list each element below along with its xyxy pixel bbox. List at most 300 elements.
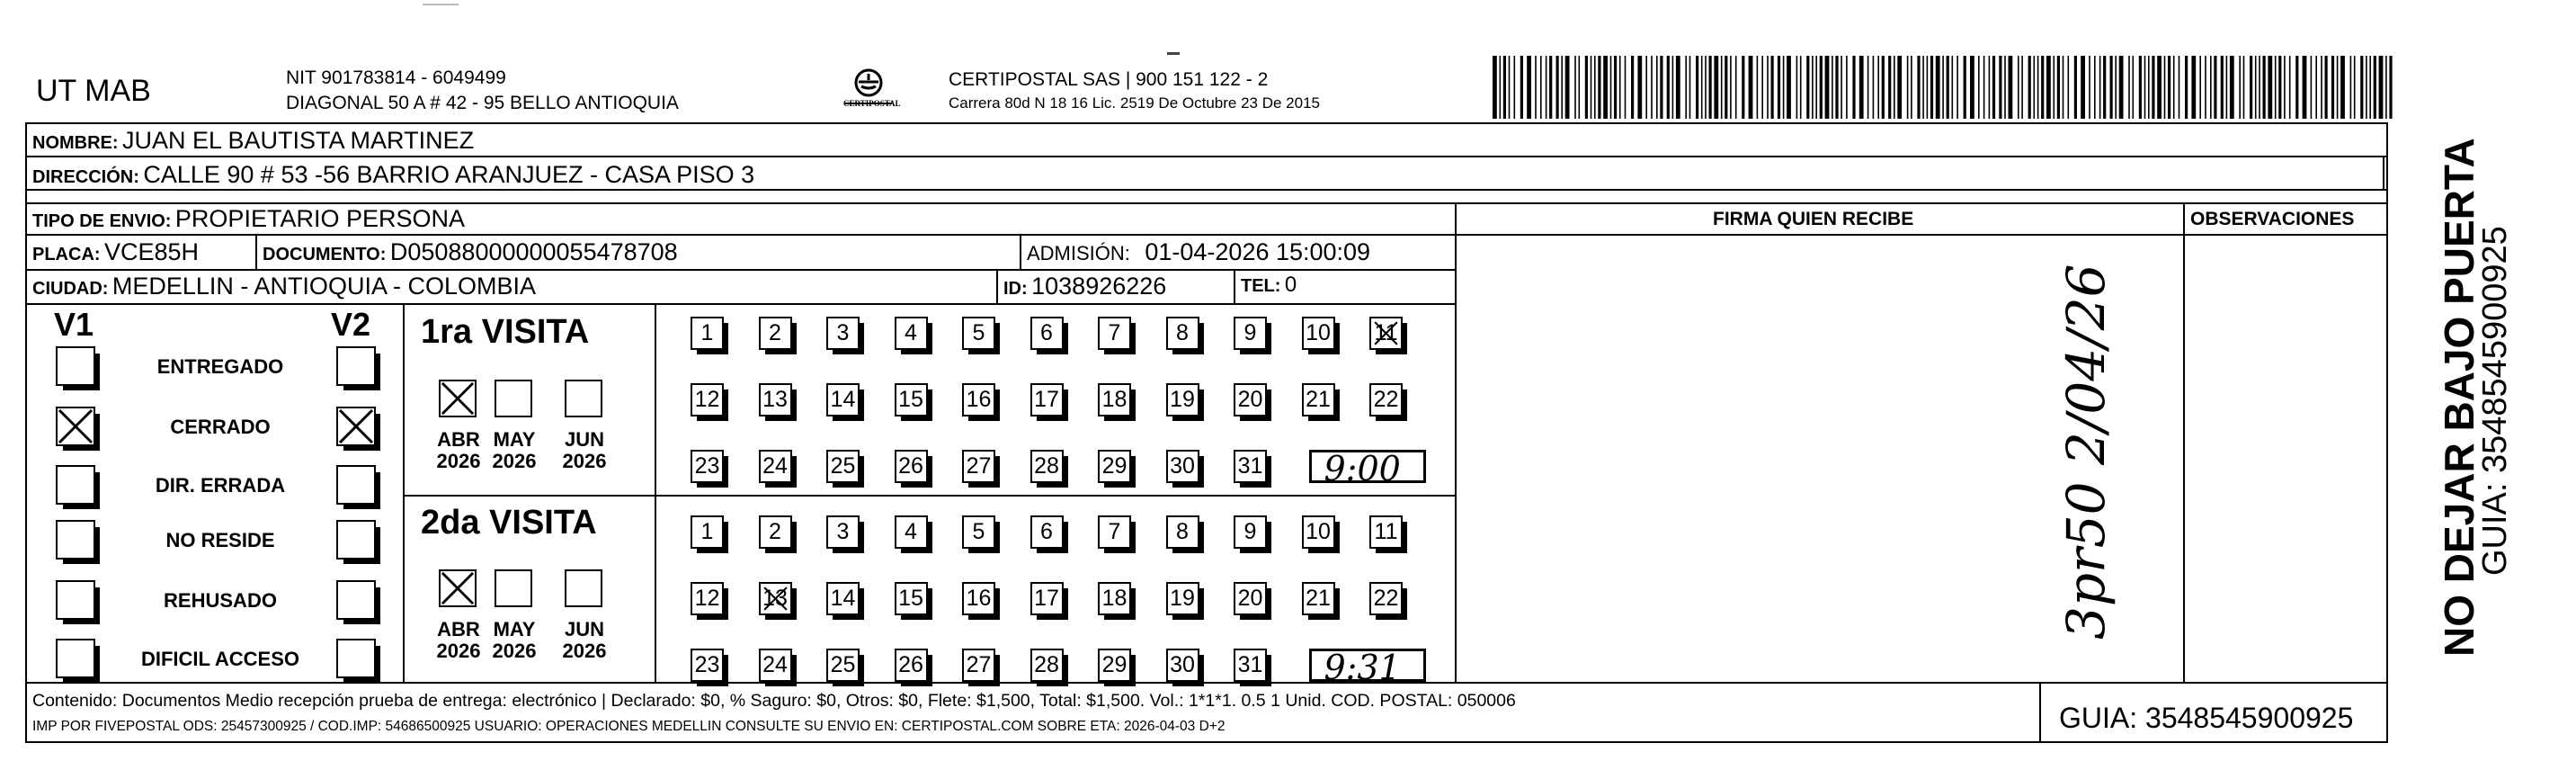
barcode-bar [2230,56,2234,119]
barcode-bar [1832,56,1833,119]
status-v2-checkbox[interactable] [336,520,376,560]
day-number: 4 [905,519,917,544]
barcode-bar [1796,56,1798,119]
barcode-bar [1989,56,1991,119]
day-box[interactable] [826,515,860,549]
day-number: 8 [1176,320,1189,345]
visit-time-value: 9:00 [1324,449,1401,488]
barcode-bar [2278,56,2281,119]
day-box[interactable] [1302,383,1335,416]
barcode-bar [1585,56,1588,119]
visit-time-box[interactable] [1309,449,1426,488]
day-number: 23 [694,652,720,677]
day-box[interactable] [1234,649,1267,682]
barcode-bar [1696,56,1698,119]
day-box[interactable] [691,515,724,549]
barcode-bar [1672,56,1674,119]
barcode-bar [2037,56,2039,119]
day-box[interactable] [895,515,928,549]
tel-row [1241,274,1297,296]
barcode-bar [2354,56,2356,119]
scan-mark [1167,52,1180,55]
day-box[interactable] [826,317,860,350]
day-box[interactable] [962,649,995,682]
side-warning: NO DEJAR BAJO PUERTA [2436,138,2482,657]
barcode-bar [1749,56,1753,119]
barcode-bar [1667,56,1670,119]
barcode-bar [2081,56,2085,119]
day-box[interactable] [895,317,928,350]
barcode-bar [1660,56,1662,119]
barcode-bar [1877,56,1879,119]
placa-label: PLACA: [32,245,101,264]
day-box[interactable] [759,582,792,615]
day-box[interactable] [1234,383,1267,416]
placa-row [32,240,199,264]
barcode-bar [1761,56,1763,119]
day-number: 1 [700,519,714,544]
day-number: 21 [1306,586,1331,611]
day-box[interactable] [1098,582,1131,615]
day-box[interactable] [895,649,928,682]
day-box[interactable] [1030,317,1064,350]
barcode-bar [1549,56,1552,119]
certipostal-line2: Carrera 80d N 18 16 Lic. 2519 De Octubre 23 De 2015 [949,94,1320,112]
barcode-bar [2094,56,2096,119]
status-v2-checkbox[interactable] [336,407,376,446]
day-number: 29 [1101,453,1128,479]
month-checkbox[interactable] [495,380,532,417]
barcode-bar [1771,56,1774,119]
barcode-bar [1705,56,1707,119]
day-box[interactable] [1030,383,1064,416]
day-number: 14 [830,387,856,412]
day-number: 26 [898,453,923,479]
day-number: 3 [836,519,850,544]
barcode-bar [1999,56,2001,119]
certipostal-logo-icon [834,67,903,117]
day-box[interactable] [759,515,792,549]
month-label: MAY 2026 [492,428,537,473]
admision-row [1027,240,1370,264]
barcode-bar [2185,56,2188,119]
barcode-bar [2128,56,2130,119]
footer-guia-box: GUIA: 3548545900925 [2059,702,2354,734]
month-checkbox[interactable] [565,380,602,417]
day-box[interactable] [962,582,995,615]
day-box[interactable] [759,649,792,682]
admision-value: 01-04-2026 15:00:09 [1145,238,1371,265]
barcode-bar [1637,56,1642,119]
address-label: DIRECCIÓN: [32,167,139,187]
barcode-bar [1911,56,1912,119]
barcode-bar [1820,56,1823,119]
barcode-bar [1964,56,1966,119]
tipo-value: PROPIETARIO PERSONA [174,205,465,232]
visit2-title: 2da VISITA [421,504,597,542]
day-number: 24 [762,453,788,479]
visit-time-value: 9:31 [1324,648,1401,687]
barcode-bar [2004,56,2006,119]
month-checkbox[interactable] [439,380,477,417]
barcode-bar [2210,56,2212,119]
day-number: 11 [1374,519,1398,544]
barcode-bar [2009,56,2013,119]
day-number: 1 [700,320,714,345]
day-box[interactable] [1369,383,1403,416]
day-box[interactable] [759,317,792,350]
barcode-bar [2074,56,2077,119]
day-box[interactable] [1234,515,1267,549]
barcode-bar [1852,56,1855,119]
barcode-bar [2057,56,2060,119]
barcode-bar [2337,56,2339,119]
barcode-bar [2263,56,2266,119]
day-box[interactable] [826,383,860,416]
barcode-bar [1535,56,1537,119]
barcode-bar [1992,56,1995,119]
barcode-bar [1500,56,1502,119]
barcode-bar [1846,56,1848,119]
day-box[interactable] [1098,383,1131,416]
status-v1-checkbox[interactable] [56,346,95,386]
day-number: 27 [966,652,992,677]
day-box[interactable] [1234,582,1267,615]
day-number: 21 [1306,387,1331,412]
barcode-bar [1701,56,1703,119]
day-number: 16 [966,387,992,412]
barcode-bar [2379,56,2384,119]
barcode-bar [2173,56,2175,119]
day-box[interactable] [1369,317,1403,350]
barcode-bar [1579,56,1581,119]
status-v1-checkbox[interactable] [56,639,95,678]
visit-time-box[interactable] [1309,648,1426,687]
barcode-bar [2295,56,2298,119]
barcode-bar [1894,56,1895,119]
barcode-bar [1957,56,1958,119]
day-number: 20 [1237,586,1263,611]
barcode-bar [1742,56,1744,119]
barcode-bar [2119,56,2124,119]
day-box[interactable] [1098,317,1131,350]
status-v1-checkbox[interactable] [56,580,95,620]
barcode-bar [2157,56,2162,119]
placa-value: VCE85H [104,238,200,265]
barcode-bar [2099,56,2101,119]
day-number: 17 [1034,586,1059,611]
company-nit: NIT 901783814 - 6049499 [286,67,506,88]
month-label: MAY 2026 [492,618,537,663]
status-v2-checkbox[interactable] [336,346,376,386]
day-box[interactable] [1166,649,1199,682]
barcode [1493,56,2398,119]
barcode-bar [1619,56,1621,119]
barcode-bar [2226,56,2228,119]
barcode-bar [1725,56,1727,119]
certipostal-line1: CERTIPOSTAL SAS | 900 151 122 - 2 [949,69,1269,90]
day-box[interactable] [1234,450,1267,483]
barcode-bar [2360,56,2363,119]
day-box[interactable] [1098,649,1131,682]
name-label: NOMBRE: [32,133,119,153]
day-number: 27 [966,453,992,479]
barcode-bar [2255,56,2257,119]
barcode-bar [2164,56,2166,119]
day-box[interactable] [895,582,928,615]
day-box[interactable] [826,582,860,615]
observaciones-label: OBSERVACIONES [2190,209,2355,229]
ciudad-value: MEDELLIN - ANTIOQUIA - COLOMBIA [111,273,536,300]
day-box[interactable] [1030,582,1064,615]
barcode-bar [1873,56,1875,119]
day-box[interactable] [1369,515,1403,549]
barcode-bar [1556,56,1559,119]
barcode-bar [1565,56,1570,119]
visit1-title: 1ra VISITA [421,313,590,351]
barcode-bar [2315,56,2317,119]
barcode-bar [2168,56,2170,119]
barcode-bar [2321,56,2322,119]
barcode-bar [2028,56,2031,119]
barcode-bar [2133,56,2135,119]
barcode-bar [1509,56,1511,119]
day-number: 9 [1243,320,1257,345]
day-box[interactable] [759,383,792,416]
barcode-bar [2063,56,2064,119]
day-box[interactable] [691,649,724,682]
day-number: 30 [1170,453,1195,479]
status-v2-checkbox[interactable] [336,580,376,620]
barcode-bar [1503,56,1506,119]
barcode-bar [1631,56,1634,119]
day-box[interactable] [759,450,792,483]
barcode-bar [2103,56,2106,119]
recipient-name: JUAN EL BAUTISTA MARTINEZ [122,127,475,154]
day-box[interactable] [1030,649,1064,682]
barcode-bar [1978,56,1980,119]
barcode-bar [2340,56,2345,119]
day-box[interactable] [895,383,928,416]
day-number: 6 [1040,519,1053,544]
day-box[interactable] [691,450,724,483]
month-checkbox[interactable] [565,569,602,607]
day-box[interactable] [1302,515,1335,549]
day-box[interactable] [1030,450,1064,483]
barcode-bar [1835,56,1838,119]
day-number: 11 [1374,320,1398,345]
status-label: ENTREGADO [156,355,284,378]
status-v2-checkbox[interactable] [336,639,376,678]
x-mark-icon [58,408,94,444]
barcode-bar [2284,56,2286,119]
barcode-bar [1730,56,1732,119]
x-mark-icon [1371,318,1401,348]
month-label: ABR 2026 [436,428,481,473]
barcode-bar [1983,56,1985,119]
status-label: CERRADO [170,416,271,438]
month-checkbox[interactable] [439,569,477,607]
barcode-bar [1757,56,1759,119]
barcode-bar [1714,56,1718,119]
barcode-bar [2331,56,2334,119]
barcode-bar [2385,56,2387,119]
x-mark-icon [441,381,475,416]
barcode-bar [2221,56,2224,119]
day-box[interactable] [691,383,724,416]
tipo-label: TIPO DE ENVIO: [32,211,172,231]
day-number: 6 [1040,320,1053,345]
barcode-bar [1888,56,1891,119]
footer-line1: Contenido: Documentos Medio recepción prueba de entrega: electrónico | Declarado: $0, % Saguro: $0, Otros: $0, Flete: $1,500, Total: $1,500. Vol.: 1*1*1. 0.5 1 Unid. COD. POSTAL: 050006 [32,691,1516,711]
day-number: 31 [1237,453,1263,479]
barcode-bar [1825,56,1830,119]
day-box[interactable] [962,317,995,350]
barcode-bar [1897,56,1902,119]
barcode-bar [2148,56,2150,119]
status-label: NO RESIDE [165,529,275,551]
day-number: 4 [905,320,917,345]
barcode-bar [1574,56,1576,119]
barcode-bar [1859,56,1864,119]
day-number: 2 [769,320,781,345]
day-box[interactable] [1302,582,1335,615]
barcode-bar [2021,56,2023,119]
day-box[interactable] [826,450,860,483]
id-value: 1038926226 [1031,273,1167,300]
day-box[interactable] [826,649,860,682]
day-number: 24 [762,652,788,677]
observaciones-handwriting: 3pr50 2/04/26 [2055,264,2117,640]
day-box[interactable] [1098,450,1131,483]
day-box[interactable] [691,317,724,350]
tipo-row [32,207,465,231]
barcode-bar [2350,56,2352,119]
status-label: REHUSADO [164,589,277,612]
day-box[interactable] [1166,515,1199,549]
barcode-bar [1614,56,1617,119]
barcode-bar [1527,56,1531,119]
day-number: 18 [1101,586,1128,611]
status-v1-checkbox[interactable] [56,407,95,446]
barcode-bar [1952,56,1954,119]
firma-label: FIRMA QUIEN RECIBE [1713,209,1914,229]
day-box[interactable] [962,450,995,483]
day-number: 28 [1034,652,1059,677]
barcode-bar [1767,56,1769,119]
barcode-bar [2366,56,2367,119]
barcode-bar [1735,56,1737,119]
day-box[interactable] [691,582,724,615]
status-label: DIFICIL ACCESO [140,648,299,670]
barcode-bar [1922,56,1924,119]
day-box[interactable] [1302,317,1335,350]
barcode-bar [2243,56,2245,119]
day-number: 13 [762,586,788,611]
barcode-bar [1907,56,1909,119]
barcode-bar [1917,56,1920,119]
admision-label: ADMISIÓN: [1027,242,1130,264]
day-number: 25 [830,652,856,677]
day-number: 5 [972,320,985,345]
barcode-bar [1591,56,1592,119]
day-number: 7 [1108,519,1121,544]
barcode-bar [2139,56,2142,119]
address-row [32,163,754,187]
day-box[interactable] [895,450,928,483]
barcode-bar [1546,56,1547,119]
status-v2-checkbox[interactable] [336,465,376,505]
barcode-bar [1800,56,1802,119]
side-guia: GUIA: 3548545900925 [2476,226,2514,576]
barcode-bar [2068,56,2070,119]
barcode-bar [2115,56,2117,119]
barcode-bar [1603,56,1608,119]
name-row [32,129,474,153]
day-number: 14 [830,586,856,611]
day-number: 30 [1170,652,1195,677]
day-box[interactable] [1030,515,1064,549]
documento-label: DOCUMENTO: [263,245,387,264]
status-label: DIR. ERRADA [155,474,286,497]
barcode-bar [2369,56,2371,119]
barcode-bar [2374,56,2376,119]
day-box[interactable] [962,383,995,416]
barcode-bar [2259,56,2260,119]
month-label: JUN 2026 [562,428,607,473]
day-box[interactable] [1166,450,1199,483]
day-number: 29 [1101,652,1128,677]
day-box[interactable] [1098,515,1131,549]
day-number: 10 [1306,519,1331,544]
day-number: 10 [1306,320,1331,345]
day-box[interactable] [1166,383,1199,416]
day-number: 28 [1034,453,1059,479]
day-box[interactable] [1166,582,1199,615]
barcode-bar [1930,56,1933,119]
status-v1-checkbox[interactable] [56,520,95,560]
barcode-bar [1778,56,1780,119]
barcode-bar [1947,56,1949,119]
barcode-bar [2250,56,2252,119]
day-box[interactable] [1369,582,1403,615]
barcode-bar [2199,56,2201,119]
day-box[interactable] [962,515,995,549]
barcode-bar [2268,56,2272,119]
day-number: 25 [830,453,856,479]
barcode-bar [1561,56,1563,119]
barcode-bar [1787,56,1791,119]
barcode-bar [2152,56,2154,119]
barcode-bar [1594,56,1596,119]
day-number: 9 [1243,519,1257,544]
barcode-bar [2089,56,2090,119]
day-number: 2 [769,519,781,544]
barcode-bar [1598,56,1600,119]
barcode-bar [2046,56,2051,119]
barcode-bar [2144,56,2146,119]
day-box[interactable] [1234,317,1267,350]
month-checkbox[interactable] [495,569,532,607]
v1-label: V1 [54,306,94,343]
day-box[interactable] [1166,317,1199,350]
barcode-bar [1645,56,1647,119]
company-name: UT MAB [36,74,151,108]
barcode-bar [1610,56,1612,119]
day-number: 20 [1237,387,1263,412]
status-v1-checkbox[interactable] [56,465,95,505]
barcode-bar [2191,56,2196,119]
